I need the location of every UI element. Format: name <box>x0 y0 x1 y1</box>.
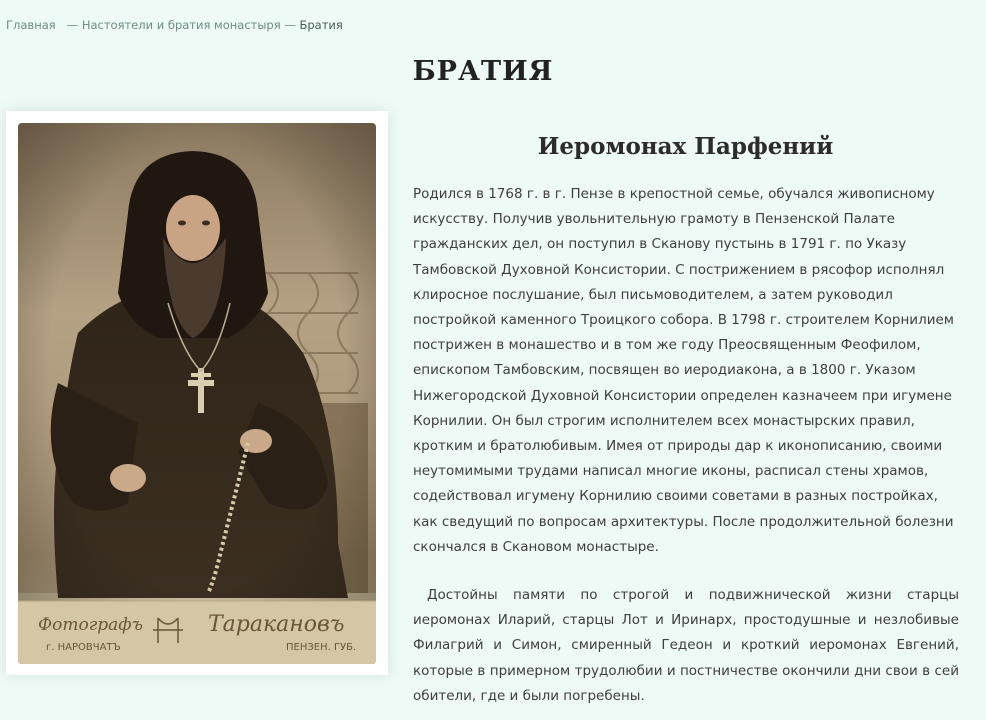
article-paragraph-2: Достойны памяти по строгой и подвижнической жизни старцы иеромонах Иларий, старцы Лот и Иринарх, простодушные и незлобивые Филагрий и Симон, смиренный Гедеон и кроткий иеромонах Евгений, которые в примерном трудолюбии и постничестве окончили дни свои в сей обители, где и были погребены. <box>413 587 959 704</box>
breadcrumb-home-link[interactable]: Главная <box>6 18 56 32</box>
breadcrumb-separator: — <box>284 18 296 32</box>
photo-caption-right-sub: ПЕНЗЕН. ГУБ. <box>286 642 357 653</box>
photo-caption-right: Таракановъ <box>208 612 345 637</box>
page-title: БРАТИЯ <box>412 56 554 87</box>
article-paragraph-1: Родился в 1768 г. в г. Пензе в крепостной семье, обучался живописному искусству. Получив увольнительную грамоту в Пензенской Палате гражданских дел, он поступил в Сканову пустынь в 1791 г. по Указу Тамбовской Духовной Консистории. С пострижением в рясофор исполнял клиросное послушание, был письмоводителем, а затем руководил постройкой каменного Троицкого собора. В 1798 г. строителем Корнилием пострижен в монашество и в том же году Преосвященным Феофилом, епископом Тамбовским, посвящен во иеродиакона, а в 1800 г. Указом Нижегородской Духовной Консистории определен казначеем при игумене Корнилии. Он был строгим исполнителем всех монастырских правил, кротким и братолюбивым. Имея от природы дар к иконописанию, своими неутомимыми трудами написал многие иконы, расписал стены храмов, содействовал игумену Корнилию своими советами в разных постройках, как сведущий по вопросам архитектуры. После продолжительной болезни скончался в Скановом монастыре. <box>413 186 954 555</box>
breadcrumb-current: Братия <box>299 18 343 32</box>
photo-caption-left: Фотографъ <box>38 615 143 635</box>
monk-portrait-photo[interactable] <box>18 123 376 664</box>
article-title: Иеромонах Парфений <box>537 133 834 160</box>
photo-frame <box>6 111 388 675</box>
portrait-image <box>18 123 376 664</box>
breadcrumb-separator: — <box>66 18 79 32</box>
breadcrumb <box>6 18 343 32</box>
photo-caption-left-sub: г. НАРОВЧАТЪ <box>46 642 121 653</box>
breadcrumb-parent-link[interactable]: Настоятели и братия монастыря <box>81 18 281 32</box>
